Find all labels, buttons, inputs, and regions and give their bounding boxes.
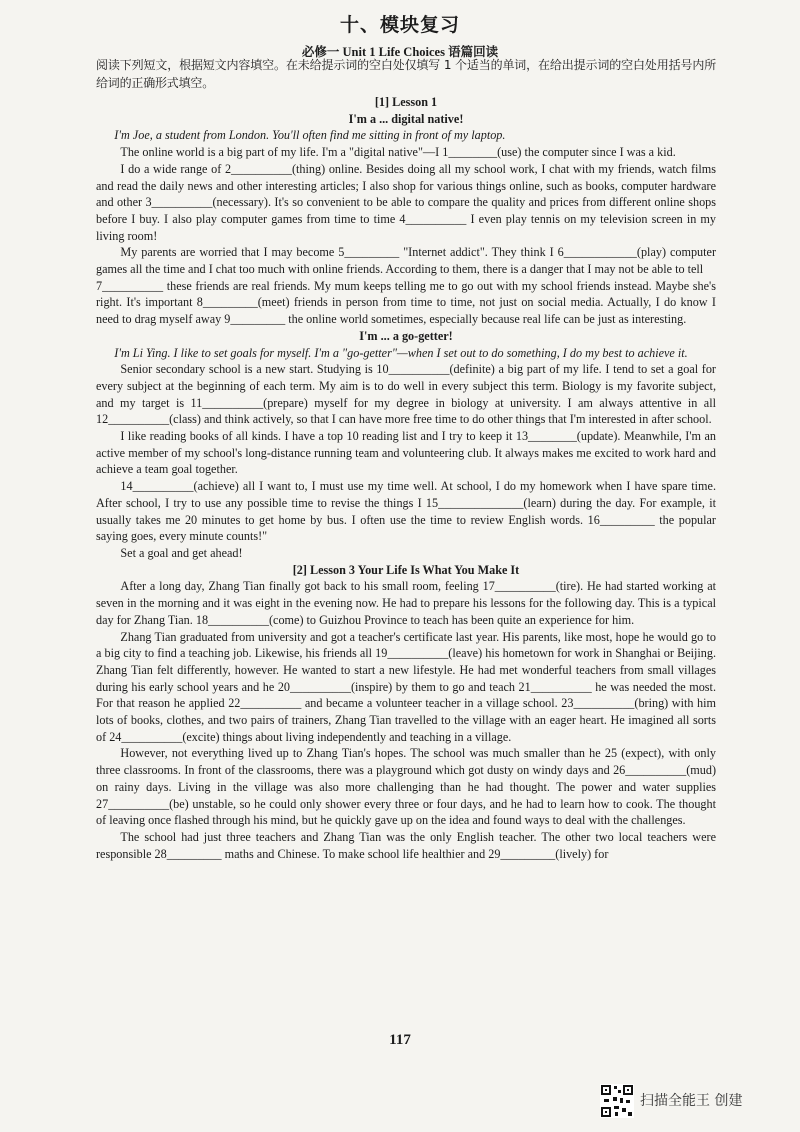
paragraph: Zhang Tian graduated from university and got a teacher's certificate last year. His parents, like most, hope he would go to a big city to find a teaching job. Likewise, his friends all 19__________(leave) his hometown for work in Shanghai or Beijing. Zhang Tian felt differently, however. He wanted to start a new lifestyle. He had met wonderful teachers from small villages during his early school years and he 20__________(inspire) by them to go and teach 21__________ he was needed the most. For that reason he applied 22__________ and became a volunteer teacher in a village school. 23__________(bring) with him lots of books, clothes, and two pairs of trainers, Zhang Tian travelled to the village with an eager heart. He imagined all sorts of 24__________(excite) things about living independently and teaching in a village. (96, 629, 716, 744)
chapter-title: 十、模块复习 (339, 14, 460, 36)
paragraph: My parents are worried that I may become 5_________ "Internet addict". They think I 6____________(play) computer games all the time and I chat too much with online friends. According to them, there is a danger that I may not be able to tell (96, 245, 716, 277)
paragraph: The school had just three teachers and Zhang Tian was the only English teacher. The other two local teachers were responsible 28_________ maths and Chinese. To make school life healthier and 29_________(lively) for (96, 829, 716, 861)
paragraph: I do a wide range of 2__________(thing) online. Besides doing all my school work, I chat with my friends, watch films and read the daily news and other interesting articles; I also shop for various things online, such as books, computer hardware and other 3__________(necessary). It's so convenient to be able to compare the quality and prices from different online shops before I buy. I also play computer games from time to time 4__________ I even play tennis on my television screen in my living room! (96, 161, 716, 243)
paragraph: Senior secondary school is a new start. Studying is 10__________(definite) a big part of my life. I tend to set a goal for every subject at the beginning of each term. My aim is to do well in every subject this term. Biology is my favorite subject, and my target is 11__________(prepare) myself for my degree in biology at university. I am always attentive in all 12__________(class) and think actively, so that I can have more free time to do other things that I'm interested in after school. (96, 362, 716, 427)
section-subtitle: 必修一 Unit 1 Life Choices 语篇回读 (301, 45, 499, 59)
paragraph: The online world is a big part of my life. I'm a "digital native"—I 1________(use) the computer since I was a kid. (120, 145, 676, 160)
lesson1-heading: [1] Lesson 1 (374, 95, 438, 109)
paragraph: Set a goal and get ahead! (120, 545, 243, 560)
paragraph: 7__________ these friends are real friends. My mum keeps telling me to go out with my school friends instead. Maybe she's right. It's important 8_________(meet) friends in person from time to time, not just on social media. Actually, I do know I need to drag myself away 9_________ the online world sometimes, especially because real life can be just as interesting. (96, 278, 716, 327)
part2-intro: I'm Li Ying. I like to set goals for myself. I'm a "go-getter"—when I set out to do something, I do my best to achieve it. (114, 345, 688, 360)
instructions: 阅读下列短文，根据短文内容填空。在未给提示词的空白处仅填写 1 个适当的单词，在给出提示词的空白处用括号内所给词的正确形式填空。 (96, 58, 716, 90)
page-number: 117 (389, 1032, 411, 1048)
qr-code-icon (600, 1084, 634, 1118)
part1-intro: I'm Joe, a student from London. You'll often find me sitting in front of my laptop. (114, 128, 506, 143)
part2-title: I'm ... a go-getter! (359, 328, 453, 343)
passage-content (96, 94, 716, 862)
paragraph: However, not everything lived up to Zhang Tian's hopes. The school was much smaller than he 25 (expect), with only three classrooms. In front of the classrooms, there was a playground which got dusty on windy days and 26__________(mud) on rainy days. Living in the village was also more challenging than he had thought. The power and water supplies 27__________(be) unstable, so he could only shower every three or four days, and he had to learn how to cook. The thought of leaving once flashed through his mind, but he quickly gave up on the idea and found ways to deal with the challenges. (96, 746, 716, 828)
lesson3-heading: [2] Lesson 3 Your Life Is What You Make It (292, 562, 520, 577)
paragraph: After a long day, Zhang Tian finally got back to his small room, feeling 17__________(tire). He had started working at seven in the morning and it was eight in the evening now. He had to prepare his lessons for the following day. This is a typical day for Zhang Tian. 18__________(come) to Guizhou Province to teach has been quite an experience for him. (96, 579, 716, 627)
paragraph: 14__________(achieve) all I want to, I must use my time well. At school, I do my homework when I have spare time. After school, I try to use any possible time to revise the things I 15______________(learn) during the day. For example, it usually takes me 20 minutes to get home by bus. I often use the time to review English words. 16_________ the popular saying goes, every minute counts!" (96, 479, 716, 544)
part1-title: I'm a ... digital native! (348, 111, 464, 126)
scanner-watermark: 扫描全能王 创建 (640, 1093, 743, 1109)
paragraph: I like reading books of all kinds. I have a top 10 reading list and I try to keep it 13________(update). Meanwhile, I'm an active member of my school's long-distance running team and volunteering club. It always makes me excited to work hard and achieve a team goal together. (96, 429, 716, 477)
